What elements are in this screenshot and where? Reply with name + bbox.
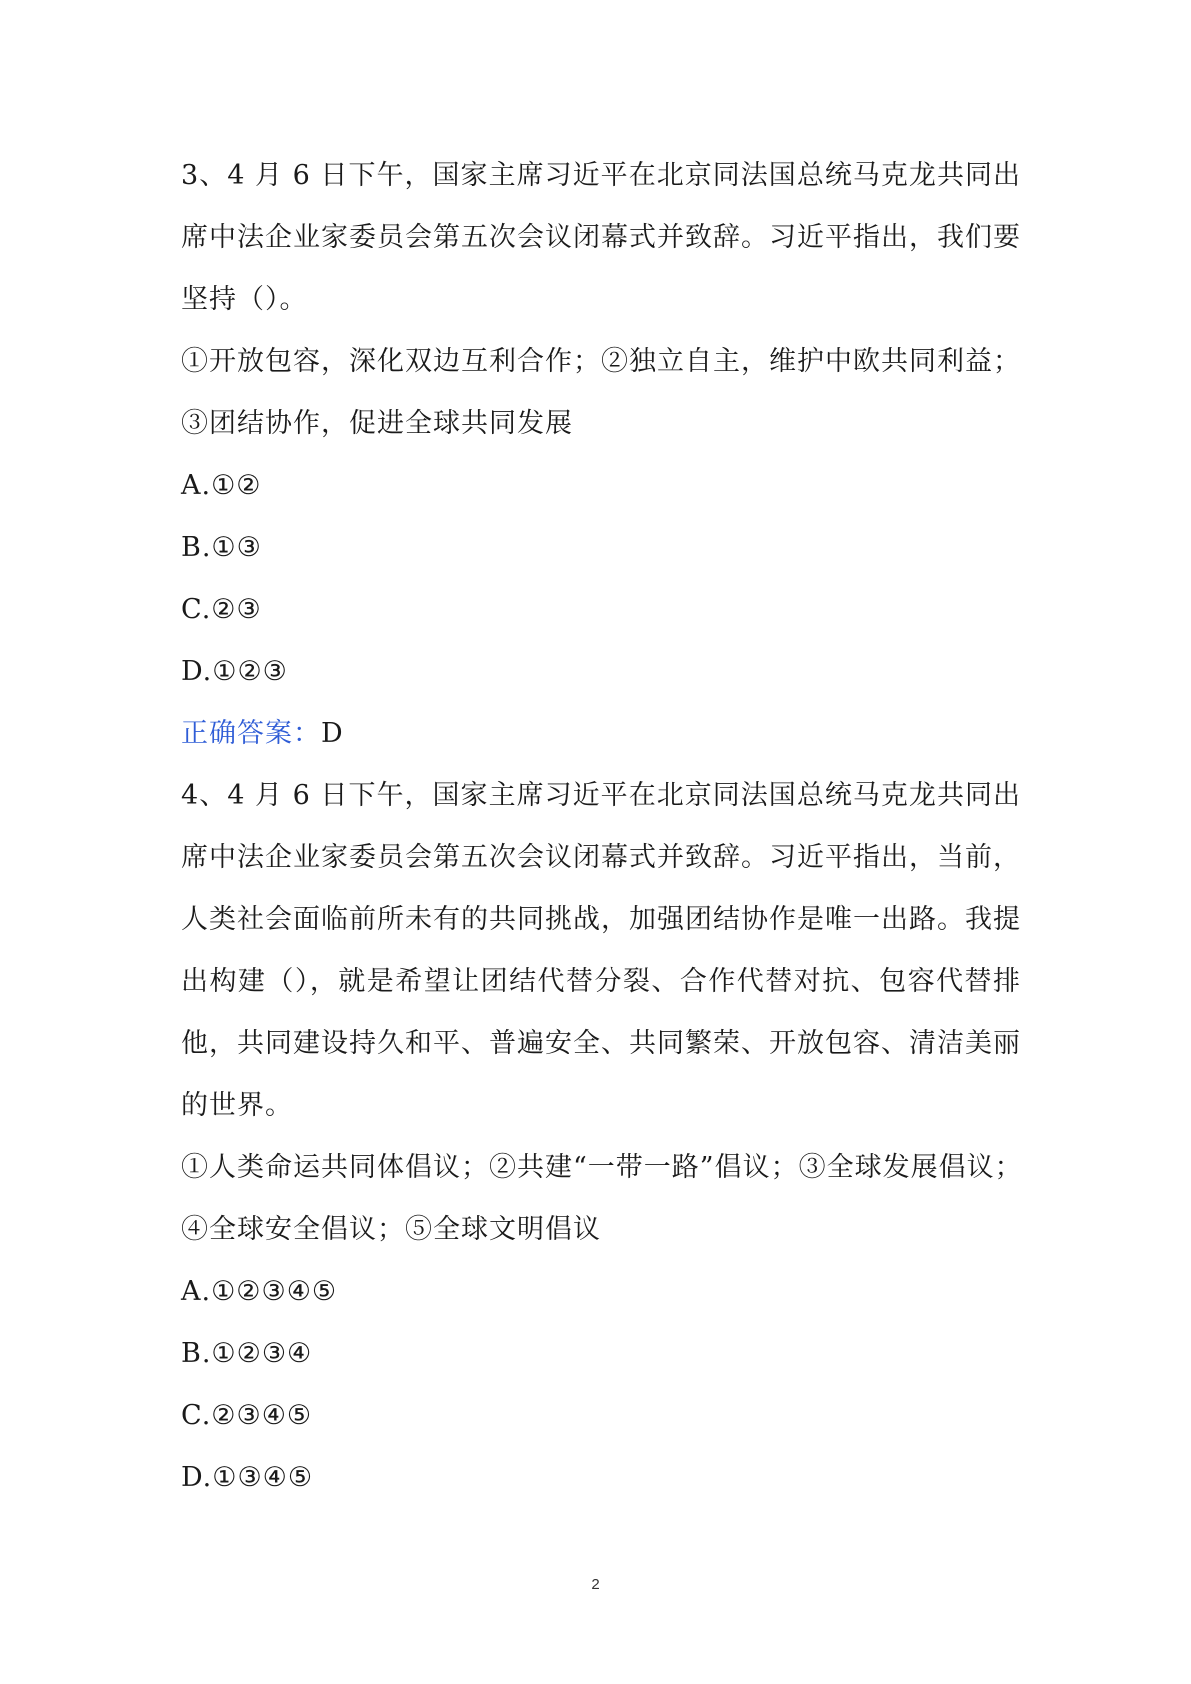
answer-label: 正确答案：	[181, 718, 321, 749]
question-4-stem-line-2: 席中法企业家委员会第五次会议闭幕式并致辞。习近平指出，当前，	[181, 842, 1021, 873]
question-4	[181, 765, 1021, 1509]
page-content	[181, 145, 1021, 1509]
question-3-stem-line-3: 坚持（）。	[181, 284, 308, 315]
question-3-statement-line-1: ①开放包容，深化双边互利合作；②独立自主，维护中欧共同利益；	[181, 346, 1021, 377]
question-3-stem-line-1: 3、4 月 6 日下午，国家主席习近平在北京同法国总统马克龙共同出	[181, 160, 1021, 191]
question-3-option-a: A.①②	[181, 470, 262, 501]
question-3-option-d: D.①②③	[181, 656, 288, 687]
question-4-stem-line-5: 他，共同建设持久和平、普遍安全、共同繁荣、开放包容、清洁美丽	[181, 1028, 1021, 1059]
question-4-stem-line-3: 人类社会面临前所未有的共同挑战，加强团结协作是唯一出路。我提	[181, 904, 1021, 935]
question-3	[181, 145, 1021, 765]
question-3-option-b: B.①③	[181, 532, 262, 563]
question-3-statement-line-2: ③团结协作，促进全球共同发展	[181, 408, 573, 439]
page-number: 2	[591, 1576, 600, 1593]
question-4-option-d: D.①③④⑤	[181, 1462, 314, 1493]
question-3-stem-line-2: 席中法企业家委员会第五次会议闭幕式并致辞。习近平指出，我们要	[181, 222, 1021, 253]
question-3-option-c: C.②③	[181, 594, 262, 625]
answer-value: D	[321, 718, 344, 749]
question-4-option-a: A.①②③④⑤	[181, 1276, 338, 1307]
question-4-stem-line-6: 的世界。	[181, 1090, 293, 1121]
question-3-answer	[181, 703, 1021, 765]
question-4-stem-line-4: 出构建（），就是希望让团结代替分裂、合作代替对抗、包容代替排	[181, 966, 1021, 997]
question-4-statement-line-2: ④全球安全倡议；⑤全球文明倡议	[181, 1214, 601, 1245]
question-4-option-b: B.①②③④	[181, 1338, 313, 1369]
question-4-stem-line-1: 4、4 月 6 日下午，国家主席习近平在北京同法国总统马克龙共同出	[181, 780, 1021, 811]
question-4-option-c: C.②③④⑤	[181, 1400, 313, 1431]
question-4-statement-line-1: ①人类命运共同体倡议；②共建“一带一路”倡议；③全球发展倡议；	[181, 1152, 1023, 1183]
